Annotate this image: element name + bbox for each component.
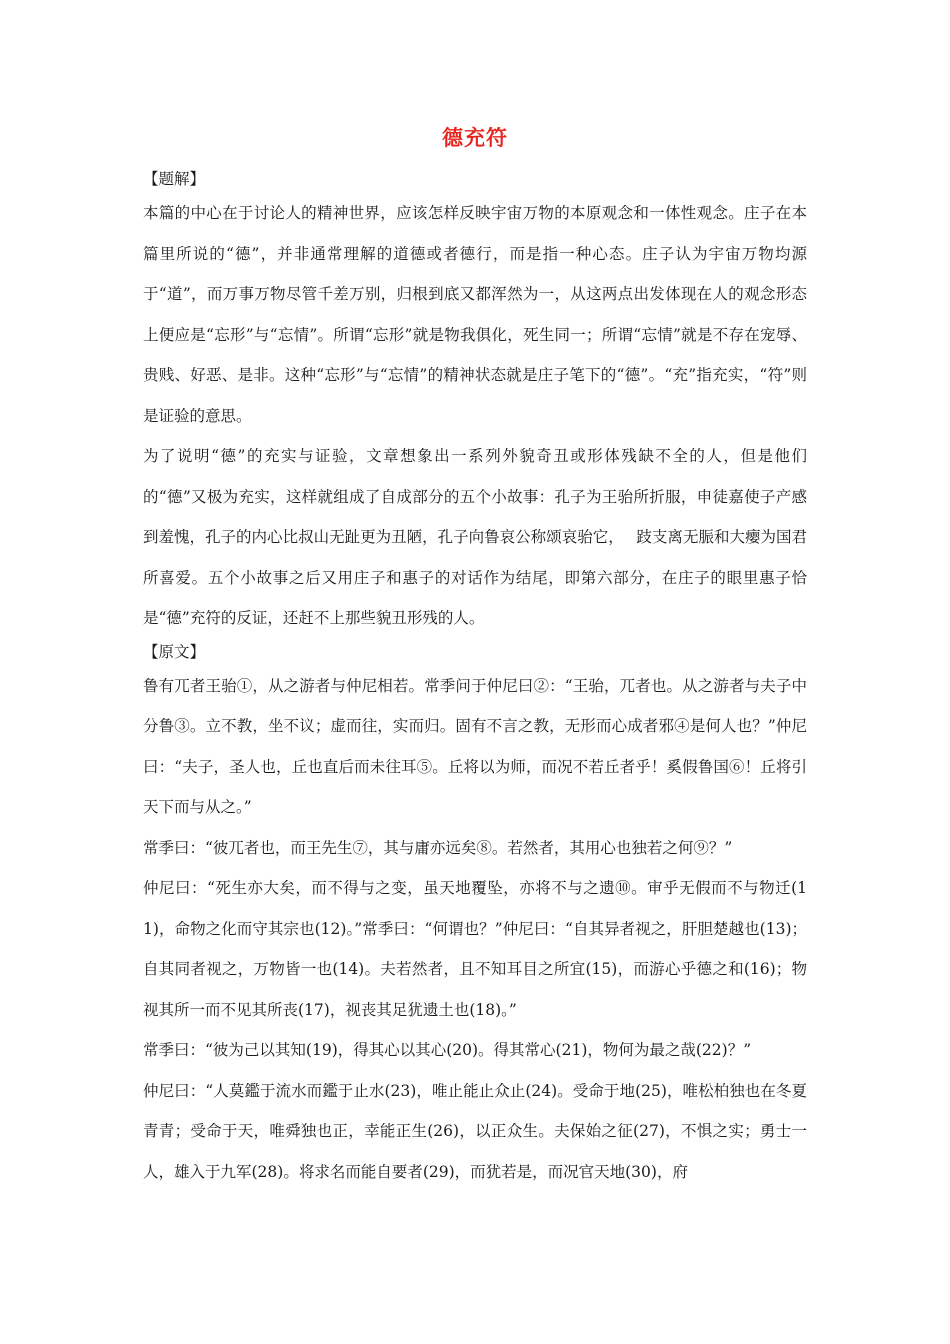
paragraph: 为了说明“德”的充实与证验，文章想象出一系列外貌奇丑或形体残缺不全的人，但是他们的“德”又极为充实，这样就组成了自成部分的五个小故事：孔子为王骀所折服，申徒嘉使子产感到羞愧，孔子的内心比叔山无趾更为丑陋，孔子向鲁哀公称颂哀骀它， 跂支离无脤和大瘿为国君所喜爱。五个小故事之后又用庄子和惠子的对话作为结尾，即第六部分，在庄子的眼里惠子恰是“德”充符的反证，还赶不上那些貌丑形残的人。 — [143, 447, 807, 627]
document-title: 德充符 — [442, 125, 508, 150]
paragraph: 常季曰：“彼兀者也，而王先生⑦，其与庸亦远矣⑧。若然者，其用心也独若之何⑨？” — [143, 838, 733, 857]
section-yuanwen — [143, 639, 807, 1193]
section-tijie — [143, 166, 807, 639]
paragraph: 仲尼曰：“死生亦大矣，而不得与之变，虽天地覆坠，亦将不与之遗⑩。审乎无假而不与物迁(11)，命物之化而守其宗也(12)。”常季曰：“何谓也？”仲尼曰：“自其异者视之，肝胆楚越也(13)；自其同者视之，万物皆一也(14)。夫若然者，且不知耳目之所宜(15)，而游心乎德之和(16)；物视其所一而不见其所丧(17)，视丧其足犹遗土也(18)。” — [143, 879, 807, 1019]
document-page — [143, 118, 807, 1192]
paragraph: 本篇的中心在于讨论人的精神世界，应该怎样反映宇宙万物的本原观念和一体性观念。庄子在本篇里所说的“德”，并非通常理解的道德或者德行，而是指一种心态。庄子认为宇宙万物均源于“道”，而万事万物尽管千差万别，归根到底又都浑然为一，从这两点出发体现在人的观念形态上便应是“忘形”与“忘情”。所谓“忘形”就是物我俱化，死生同一；所谓“忘情”就是不存在宠辱、贵贱、好恶、是非。这种“忘形”与“忘情”的精神状态就是庄子笔下的“德”。“充”指充实，“符”则是证验的意思。 — [143, 204, 807, 425]
section-heading-tijie: 【题解】 — [143, 170, 206, 188]
paragraph: 鲁有兀者王骀①，从之游者与仲尼相若。常季问于仲尼曰②：“王骀，兀者也。从之游者与夫子中分鲁③。立不教，坐不议；虚而往，实而归。固有不言之教，无形而心成者邪④是何人也？”仲尼曰：“夫子，圣人也，丘也直后而未往耳⑤。丘将以为师，而况不若丘者乎！奚假鲁国⑥！丘将引天下而与从之。” — [143, 676, 807, 816]
paragraph: 常季曰：“彼为己以其知(19)，得其心以其心(20)。得其常心(21)，物何为最之哉(22)？” — [143, 1041, 752, 1059]
paragraph: 仲尼曰：“人莫鑑于流水而鑑于止水(23)，唯止能止众止(24)。受命于地(25)，唯松柏独也在冬夏青青；受命于天，唯舜独也正，幸能正生(26)，以正众生。夫保始之征(27)，不惧之实；勇士一人，雄入于九军(28)。将求名而能自要者(29)，而犹若是，而况官天地(30)，府 — [143, 1081, 807, 1181]
section-heading-yuanwen: 【原文】 — [143, 642, 206, 661]
